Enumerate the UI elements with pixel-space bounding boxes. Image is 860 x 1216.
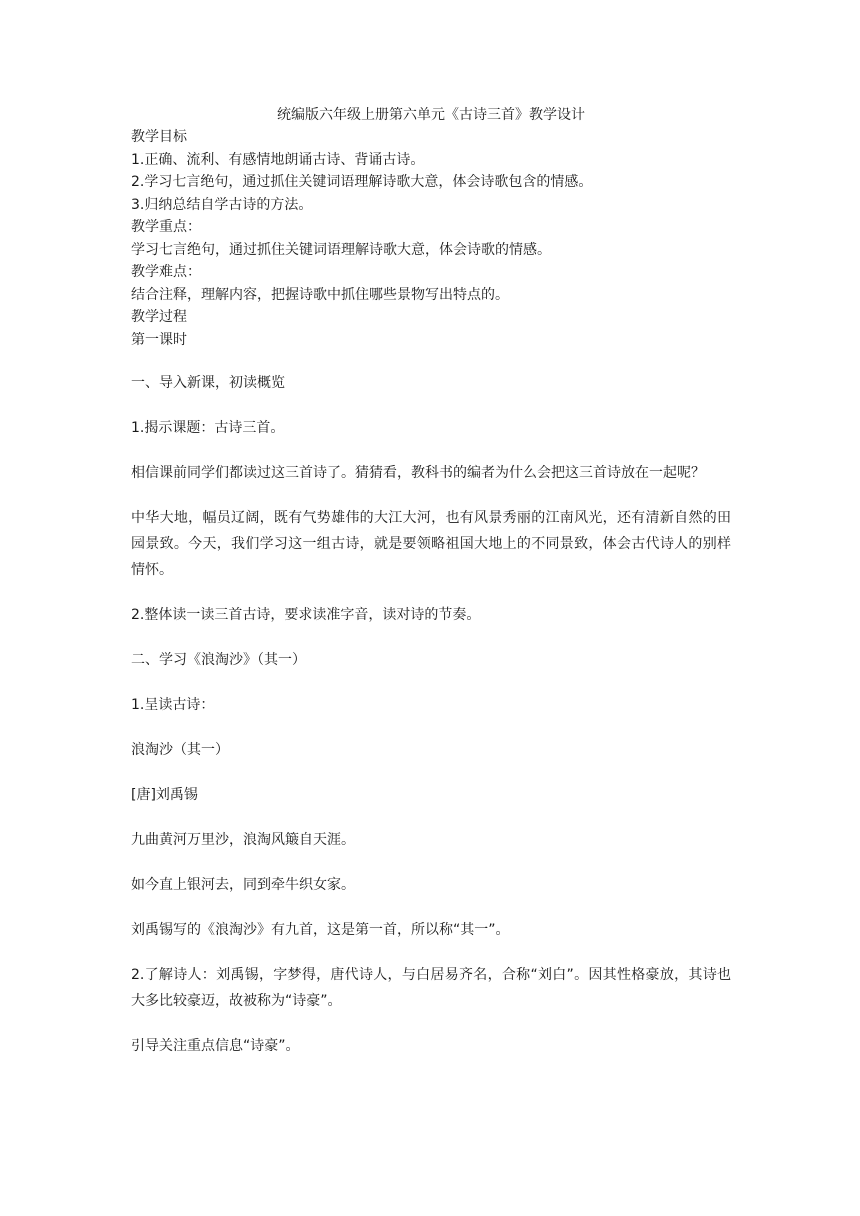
heading-key-points: 教学重点： (131, 219, 201, 235)
difficulties-text: 结合注释，理解内容，把握诗歌中抓住哪些景物写出特点的。 (131, 286, 509, 303)
heading-teaching-process: 教学过程 (131, 309, 187, 325)
body-paragraph: 2.了解诗人：刘禹锡，字梦得，唐代诗人，与白居易齐名，合称“刘白”。因其性格豪放，其诗也大多比较豪迈，故被称为“诗豪”。 (131, 967, 731, 1009)
body-paragraph: 2.整体读一读三首古诗，要求读准字音，读对诗的节奏。 (131, 607, 481, 623)
poem-title: 浪淘沙（其一） (131, 742, 229, 758)
heading-difficulties: 教学难点： (131, 264, 201, 280)
body-paragraph: 相信课前同学们都读过这三首诗了。猜猜看，教科书的编者为什么会把这三首诗放在一起呢？ (131, 465, 705, 481)
heading-first-lesson: 第一课时 (131, 331, 187, 348)
goal-item: 1.正确、流利、有感情地朗诵古诗、背诵古诗。 (131, 151, 425, 168)
goal-item: 3.归纳总结自学古诗的方法。 (131, 196, 313, 213)
body-paragraph: 刘禹锡写的《浪淘沙》有九首，这是第一首，所以称“其一”。 (131, 922, 510, 938)
section-heading: 二、学习《浪淘沙》（其一） (131, 652, 306, 668)
section-heading: 一、导入新课，初读概览 (131, 375, 285, 391)
body-paragraph: 1.呈读古诗： (131, 697, 215, 713)
heading-teaching-goals: 教学目标 (131, 129, 187, 145)
body-paragraph: 引导关注重点信息“诗豪”。 (131, 1038, 300, 1054)
body-paragraph: 1.揭示课题：古诗三首。 (131, 420, 285, 436)
lesson-header-section (131, 126, 731, 351)
body-paragraph: 中华大地，幅员辽阔，既有气势雄伟的大江大河，也有风景秀丽的江南风光，还有清新自然的田园景致。今天，我们学习这一组古诗，就是要领略祖国大地上的不同景致，体会古代诗人的别样情怀。 (131, 510, 731, 578)
document-page (131, 104, 731, 1059)
document-title: 统编版六年级上册第六单元《古诗三首》教学设计 (277, 107, 585, 123)
poem-author: [唐]刘禹锡 (131, 787, 198, 803)
poem-line: 九曲黄河万里沙，浪淘风簸自天涯。 (131, 832, 355, 848)
lesson-body-section (131, 351, 731, 1059)
key-points-text: 学习七言绝句，通过抓住关键词语理解诗歌大意，体会诗歌的情感。 (131, 241, 551, 258)
poem-line: 如今直上银河去，同到牵牛织女家。 (131, 877, 355, 893)
goal-item: 2.学习七言绝句，通过抓住关键词语理解诗歌大意，体会诗歌包含的情感。 (131, 174, 593, 190)
